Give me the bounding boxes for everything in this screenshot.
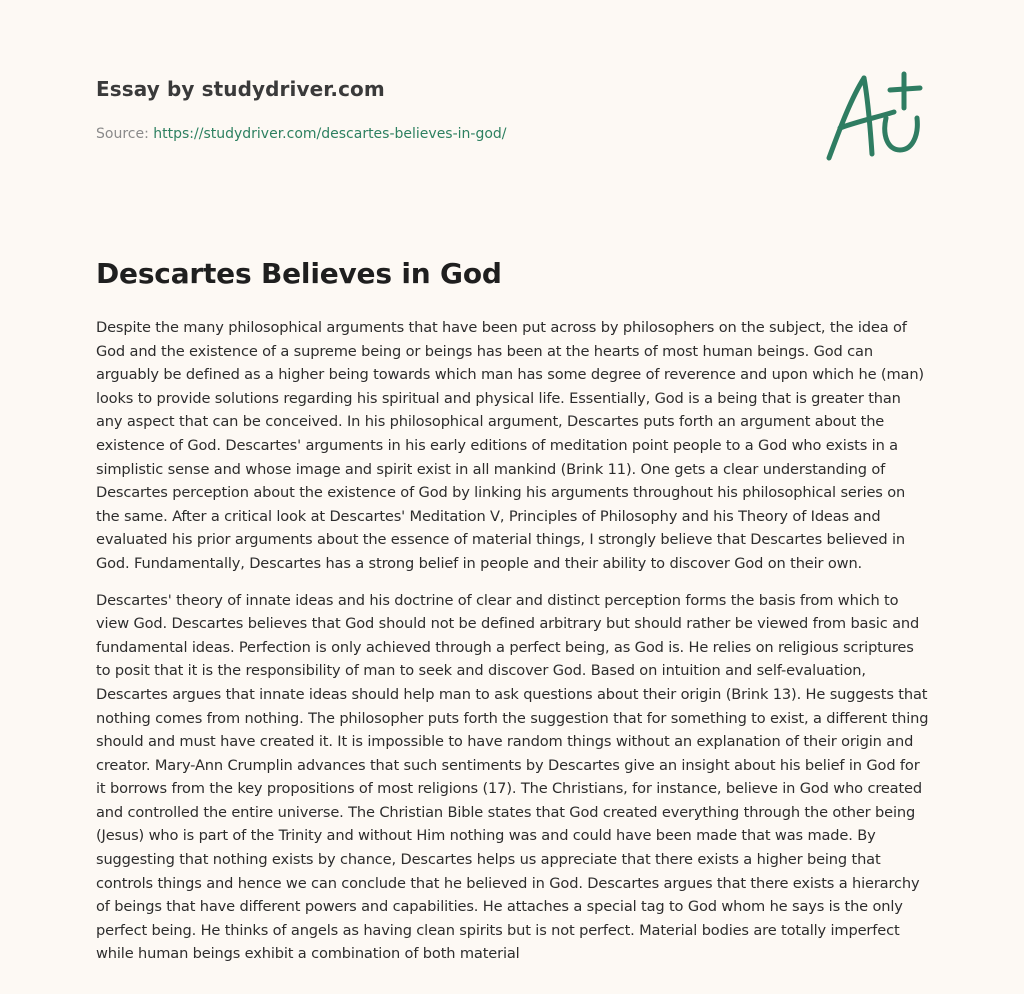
essay-paragraph: Despite the many philosophical arguments that have been put across by philosophers on the subject, the idea of God and the existence of a supreme being or beings has been at the hearts of most human beings. God can arguably be defined as a higher being towards which man has some degree of reverence and upon which he (man) looks to provide solutions regarding his spiritual and physical life. Essentially, God is a being that is greater than any aspect that can be conceived. In his philosophical argument, Descartes puts forth an argument about the existence of God. Descartes' arguments in his early editions of meditation point people to a God who exists in a simplistic sense and whose image and spirit exist in all mankind (Brink 11). One gets a clear understanding of Descartes perception about the existence of God by linking his arguments throughout his philosophical series on the same. After a critical look at Descartes' Meditation V, Principles of Philosophy and his Theory of Ideas and evaluated his prior arguments about the essence of material things, I strongly believe that Descartes believed in God. Fundamentally, Descartes has a strong belief in people and their ability to discover God on their own. [96, 319, 924, 572]
a-plus-grade-icon [820, 66, 930, 166]
a-plus-logo-svg [820, 66, 930, 166]
source-link[interactable]: https://studydriver.com/descartes-believes-in-god/ [153, 126, 507, 142]
site-brand: Essay by studydriver.com [96, 77, 385, 101]
essay-title: Descartes Believes in God [96, 257, 502, 290]
source-line [96, 124, 796, 144]
source-label: Source: [96, 126, 154, 142]
essay-body [96, 316, 930, 979]
essay-header [96, 72, 796, 144]
essay-paragraph: Descartes' theory of innate ideas and his doctrine of clear and distinct perception forms the basis from which to view God. Descartes believes that God should not be defined arbitrary but should rather be viewed from basic and fundamental ideas. Perfection is only achieved through a perfect being, as God is. He relies on religious scriptures to posit that it is the responsibility of man to seek and discover God. Based on intuition and self-evaluation, Descartes argues that innate ideas should help man to ask questions about their origin (Brink 13). He suggests that nothing comes from nothing. The philosopher puts forth the suggestion that for something to exist, a different thing should and must have created it. It is impossible to have random things without an explanation of their origin and creator. Mary-Ann Crumplin advances that such sentiments by Descartes give an insight about his belief in God for it borrows from the key propositions of most religions (17). The Christians, for instance, believe in God who created and controlled the entire universe. The Christian Bible states that God created everything through the other being (Jesus) who is part of the Trinity and without Him nothing was and could have been made that was made. By suggesting that nothing exists by chance, Descartes helps us appreciate that there exists a higher being that controls things and hence we can conclude that he believed in God. Descartes argues that there exists a hierarchy of beings that have different powers and capabilities. He attaches a special tag to God whom he says is the only perfect being. He thinks of angels as having clean spirits but is not perfect. Material bodies are totally imperfect while human beings exhibit a combination of both material [96, 591, 929, 963]
